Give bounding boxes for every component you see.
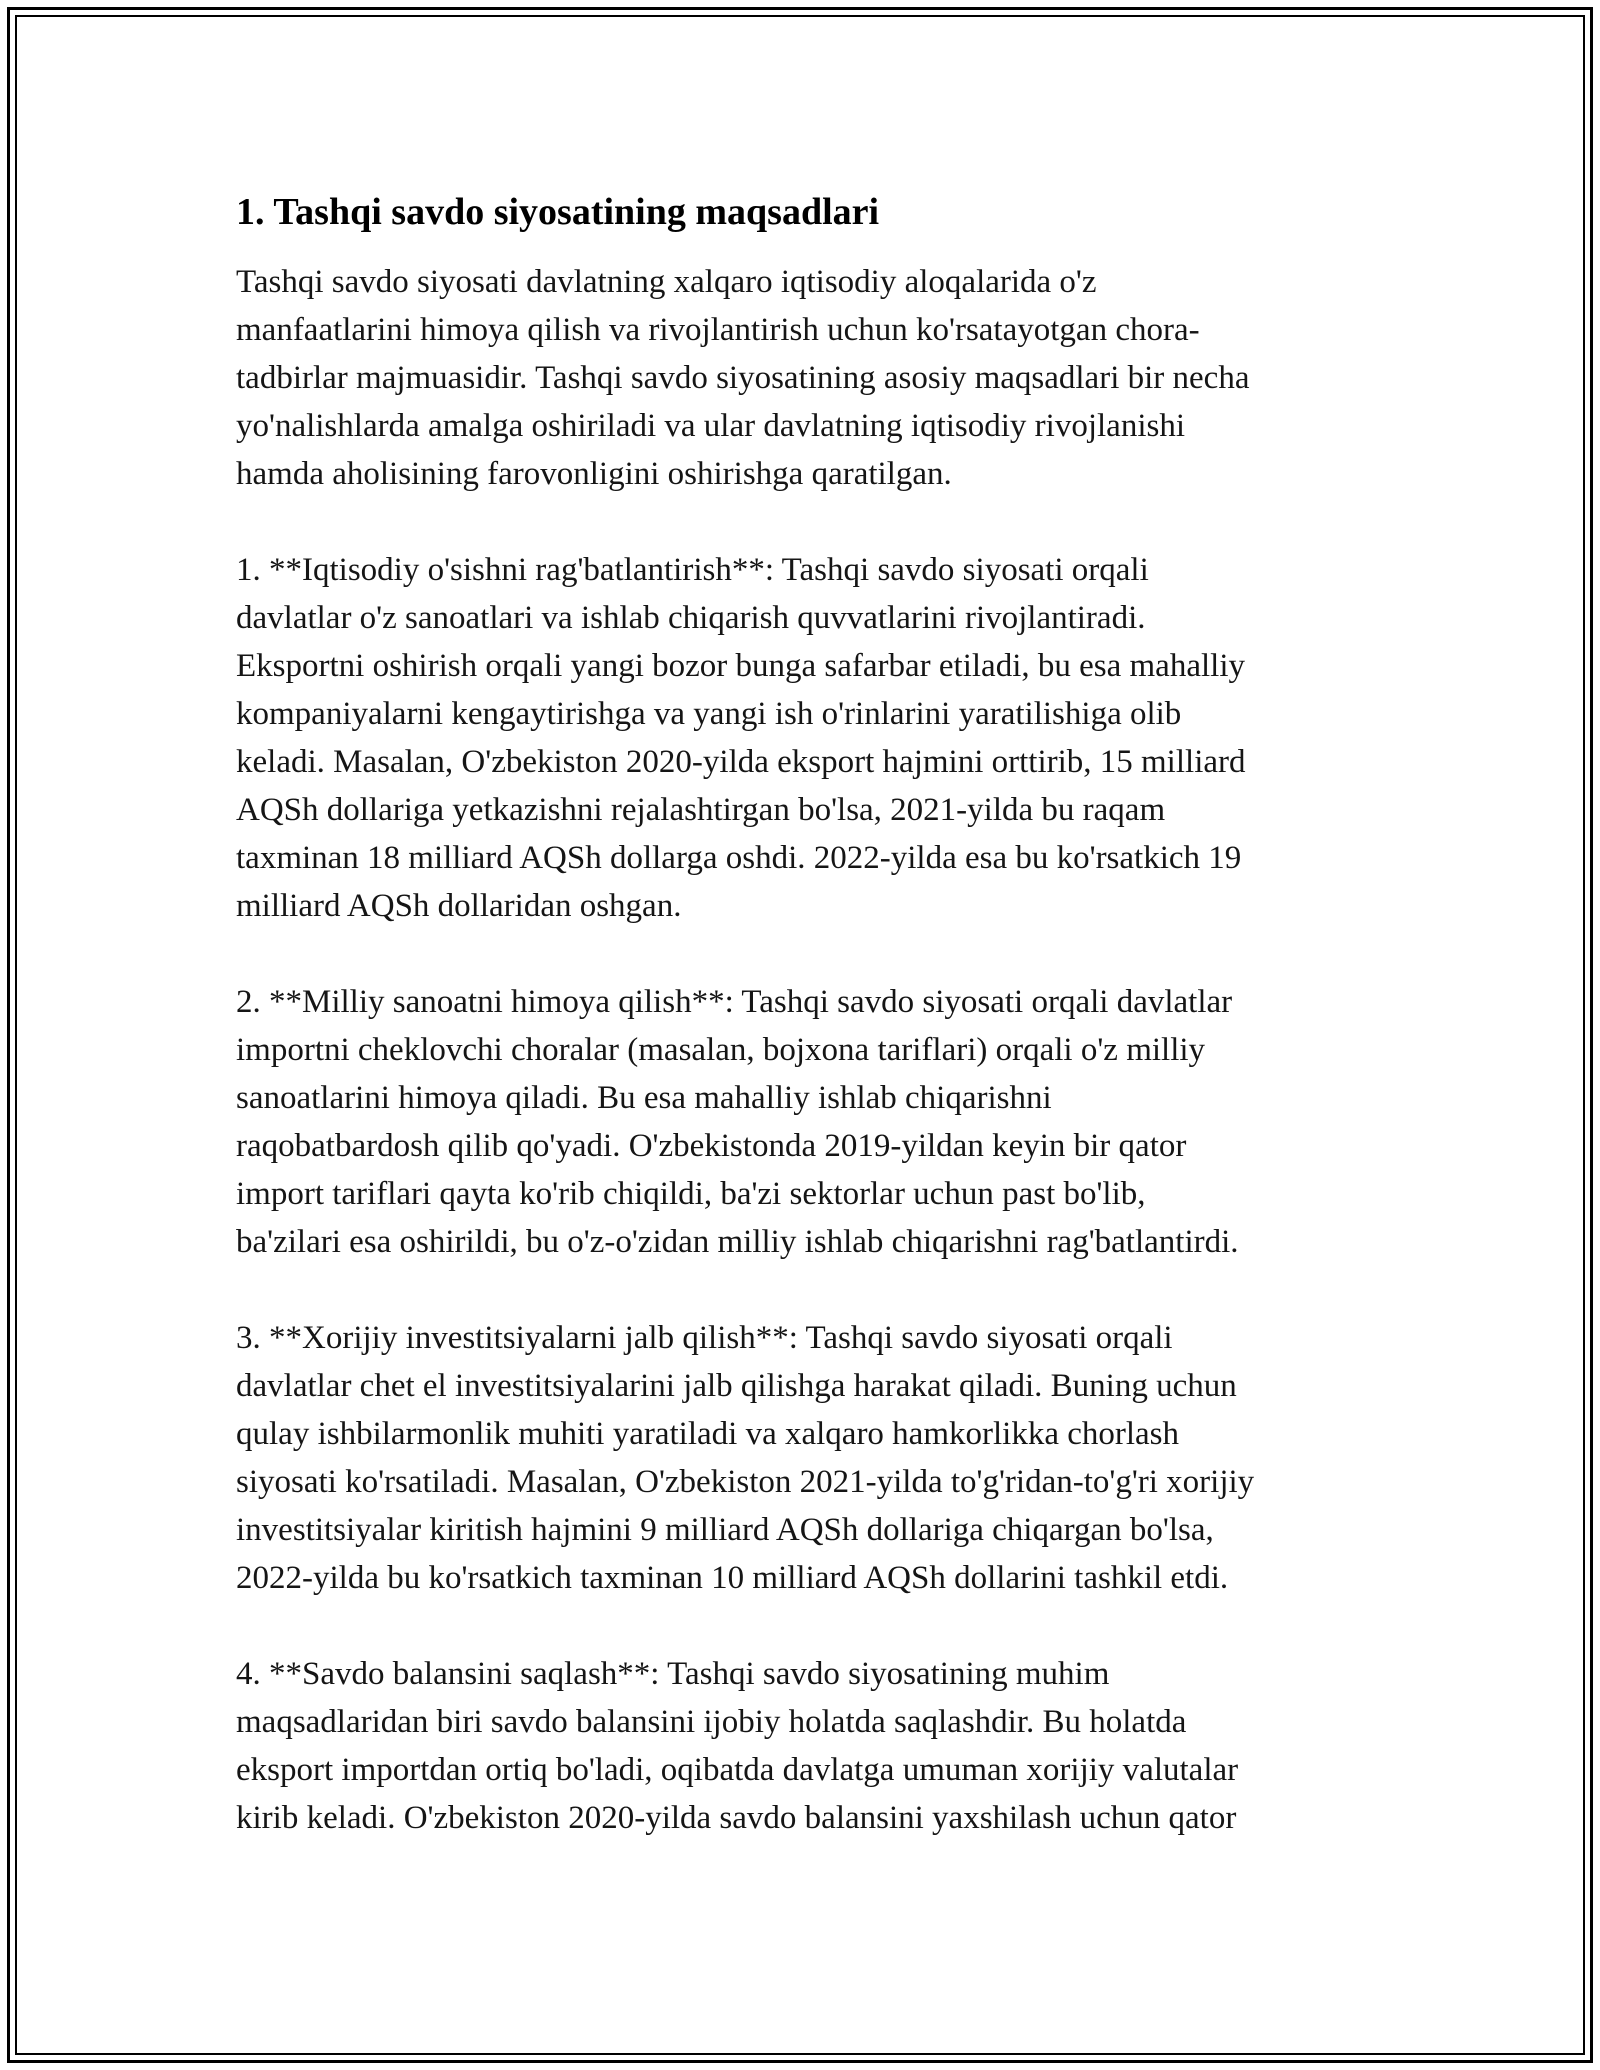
text-line: ba'zilari esa oshirildi, bu o'z-o'zidan milliy ishlab chiqarishni rag'batlantirdi. — [236, 1224, 1239, 1260]
text-line: hamda aholisining farovonligini oshirishga qaratilgan. — [236, 456, 952, 492]
text-line: import tariflari qayta ko'rib chiqildi, ba'zi sektorlar uchun past bo'lib, — [236, 1176, 1146, 1212]
text-line: AQSh dollariga yetkazishni rejalashtirgan bo'lsa, 2021-yilda bu raqam — [236, 792, 1166, 828]
text-line: Eksportni oshirish orqali yangi bozor bunga safarbar etiladi, bu esa mahalliy — [236, 648, 1245, 684]
paragraph-point-4 — [236, 1650, 1376, 1842]
paragraph-point-2 — [236, 978, 1376, 1266]
text-line: davlatlar chet el investitsiyalarini jalb qilishga harakat qiladi. Buning uchun — [236, 1368, 1237, 1404]
paragraph-intro — [236, 258, 1376, 498]
paragraph-point-3 — [236, 1314, 1376, 1602]
text-line: importni cheklovchi choralar (masalan, bojxona tariflari) orqali o'z milliy — [236, 1032, 1206, 1068]
text-line: Tashqi savdo siyosati davlatning xalqaro iqtisodiy aloqalarida o'z — [236, 264, 1097, 300]
paragraph-point-1 — [236, 546, 1376, 930]
text-line: yo'nalishlarda amalga oshiriladi va ular davlatning iqtisodiy rivojlanishi — [236, 408, 1185, 444]
text-line: siyosati ko'rsatiladi. Masalan, O'zbekiston 2021-yilda to'g'ridan-to'g'ri xorijiy — [236, 1464, 1255, 1500]
text-line: investitsiyalar kiritish hajmini 9 milliard AQSh dollariga chiqargan bo'lsa, — [236, 1512, 1214, 1548]
text-line: kompaniyalarni kengaytirishga va yangi ish o'rinlarini yaratilishiga olib — [236, 696, 1182, 732]
document-body — [236, 186, 1376, 1842]
text-line: raqobatbardosh qilib qo'yadi. O'zbekistonda 2019-yildan keyin bir qator — [236, 1128, 1187, 1164]
text-line: 2022-yilda bu ko'rsatkich taxminan 10 milliard AQSh dollarini tashkil etdi. — [236, 1560, 1229, 1596]
section-heading: 1. Tashqi savdo siyosatining maqsadlari — [236, 191, 880, 233]
text-line: taxminan 18 milliard AQSh dollarga oshdi. 2022-yilda esa bu ko'rsatkich 19 — [236, 840, 1242, 876]
text-line: 1. **Iqtisodiy o'sishni rag'batlantirish**: Tashqi savdo siyosati orqali — [236, 552, 1149, 588]
text-line: manfaatlarini himoya qilish va rivojlantirish uchun ko'rsatayotgan chora- — [236, 312, 1200, 348]
text-line: keladi. Masalan, O'zbekiston 2020-yilda eksport hajmini orttirib, 15 milliard — [236, 744, 1246, 780]
text-line: sanoatlarini himoya qiladi. Bu esa mahalliy ishlab chiqarishni — [236, 1080, 1052, 1116]
text-line: maqsadlaridan biri savdo balansini ijobiy holatda saqlashdir. Bu holatda — [236, 1704, 1187, 1740]
text-line: kirib keladi. O'zbekiston 2020-yilda savdo balansini yaxshilash uchun qator — [236, 1800, 1237, 1836]
text-line: tadbirlar majmuasidir. Tashqi savdo siyosatining asosiy maqsadlari bir necha — [236, 360, 1250, 396]
text-line: 2. **Milliy sanoatni himoya qilish**: Tashqi savdo siyosati orqali davlatlar — [236, 984, 1233, 1020]
text-line: qulay ishbilarmonlik muhiti yaratiladi va xalqaro hamkorlikka chorlash — [236, 1416, 1180, 1452]
text-line: eksport importdan ortiq bo'ladi, oqibatda davlatga umuman xorijiy valutalar — [236, 1752, 1239, 1788]
text-line: 3. **Xorijiy investitsiyalarni jalb qilish**: Tashqi savdo siyosati orqali — [236, 1320, 1173, 1356]
text-line: 4. **Savdo balansini saqlash**: Tashqi savdo siyosatining muhim — [236, 1656, 1110, 1692]
text-line: davlatlar o'z sanoatlari va ishlab chiqarish quvvatlarini rivojlantiradi. — [236, 600, 1146, 636]
text-line: milliard AQSh dollaridan oshgan. — [236, 888, 682, 924]
